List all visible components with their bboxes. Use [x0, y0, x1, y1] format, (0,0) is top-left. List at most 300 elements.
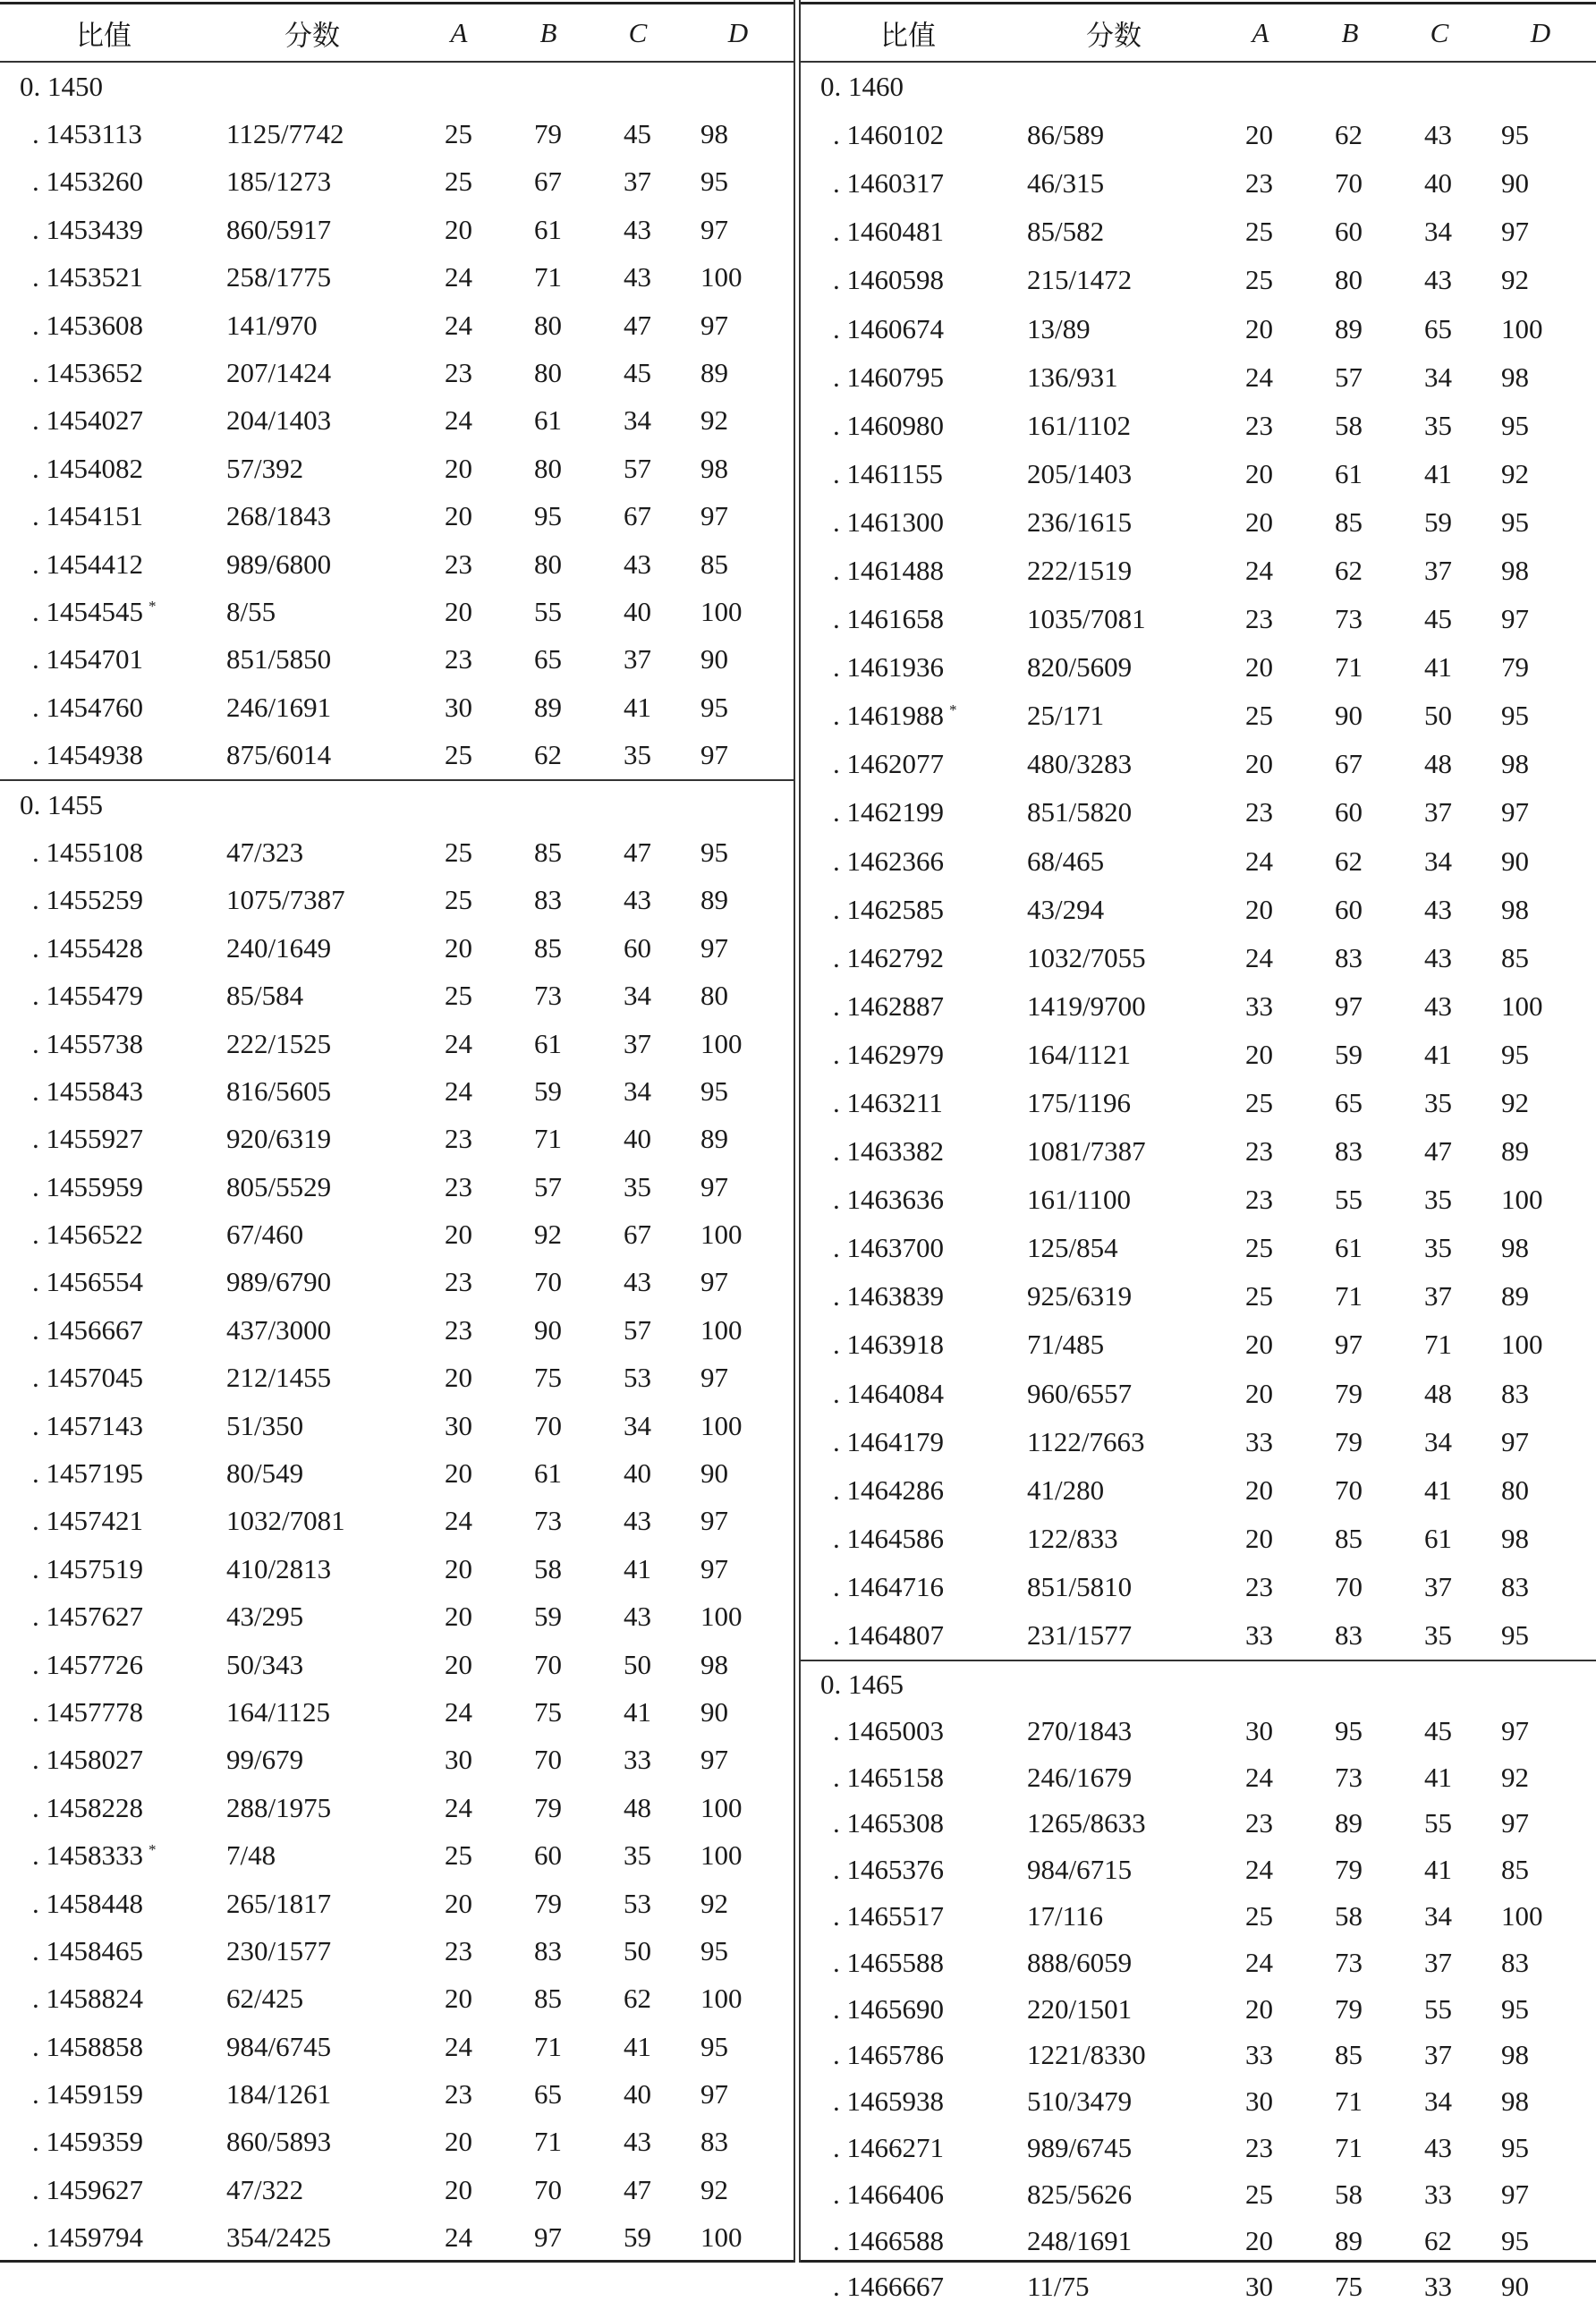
c-cell	[1424, 1900, 1452, 1932]
fraction-cell	[1027, 1378, 1132, 1410]
a-cell	[1245, 651, 1273, 684]
b-cell	[534, 1219, 562, 1251]
d-value: 97	[1501, 1425, 1529, 1457]
d-value: 95	[700, 166, 728, 198]
a-cell	[1245, 1762, 1273, 1794]
d-value: 85	[1501, 941, 1529, 973]
a-value: 23	[1245, 603, 1273, 635]
a-value: 24	[445, 2030, 472, 2062]
ratio-cell	[833, 1715, 944, 1747]
fraction-value: 47/323	[226, 836, 304, 868]
b-cell	[534, 1744, 562, 1776]
ratio-value: . 1459159	[32, 2078, 143, 2110]
c-cell	[624, 2126, 651, 2158]
b-value: 65	[1335, 1087, 1363, 1119]
a-value: 20	[1245, 505, 1273, 538]
d-cell	[1501, 1762, 1529, 1794]
c-value: 33	[624, 1744, 651, 1776]
d-value: 100	[1501, 989, 1543, 1022]
ratio-cell	[32, 166, 143, 198]
header-d: D	[727, 16, 749, 48]
b-cell	[1335, 1715, 1363, 1747]
a-value: 33	[1245, 1425, 1273, 1457]
fraction-cell	[1027, 264, 1132, 296]
ratio-value: . 1454760	[32, 691, 143, 723]
ratio-cell	[833, 410, 944, 442]
b-value: 61	[1335, 1232, 1363, 1264]
d-cell	[700, 500, 728, 532]
c-value: 43	[1424, 119, 1452, 151]
d-cell	[700, 1028, 743, 1060]
table-row	[0, 397, 794, 445]
c-value: 45	[624, 357, 651, 389]
table-row	[801, 643, 1596, 692]
d-value: 89	[700, 884, 728, 916]
fraction-value: 1032/7081	[226, 1505, 345, 1537]
a-value: 24	[445, 1074, 472, 1107]
fraction-cell	[1027, 796, 1132, 828]
b-cell	[534, 1075, 562, 1108]
a-value: 20	[1245, 748, 1273, 780]
ratio-value: . 1462887	[833, 989, 944, 1022]
c-value: 35	[624, 1170, 651, 1202]
fraction-value: 1221/8330	[1027, 2039, 1146, 2071]
b-cell	[1335, 990, 1363, 1023]
a-cell	[445, 1983, 472, 2015]
c-cell	[1424, 361, 1452, 394]
d-value: 97	[700, 1552, 728, 1584]
a-cell	[1245, 1807, 1273, 1839]
a-value: 23	[1245, 1184, 1273, 1216]
fraction-value: 43/295	[226, 1601, 304, 1633]
c-value: 41	[624, 1552, 651, 1584]
table-row	[0, 1688, 794, 1736]
c-cell	[1424, 651, 1452, 684]
a-value: 25	[445, 884, 472, 916]
c-cell	[1424, 2271, 1452, 2303]
fraction-value: 805/5529	[226, 1170, 332, 1202]
d-cell	[700, 1935, 728, 1967]
ratio-value: . 1458027	[32, 1744, 143, 1776]
fraction-value: 215/1472	[1027, 264, 1133, 296]
a-cell	[1245, 1039, 1273, 1071]
a-value: 25	[1245, 216, 1273, 248]
a-value: 33	[1245, 1619, 1273, 1652]
c-cell	[624, 1171, 651, 1203]
fraction-cell	[226, 1410, 303, 1442]
ratio-value: . 1466271	[833, 2131, 944, 2163]
ratio-value: . 1456667	[32, 1313, 143, 1346]
c-cell	[624, 1696, 651, 1728]
c-value: 41	[624, 2030, 651, 2062]
c-cell	[1424, 942, 1452, 974]
a-value: 23	[1245, 409, 1273, 441]
ratio-cell	[833, 1807, 944, 1839]
d-cell	[700, 1983, 743, 2015]
table-body	[801, 63, 1596, 2310]
header-d: D	[1530, 16, 1551, 48]
c-value: 34	[1424, 1425, 1452, 1457]
a-value: 20	[1245, 1473, 1273, 1506]
c-value: 35	[1424, 1232, 1452, 1264]
a-cell	[1245, 845, 1273, 878]
b-value: 80	[534, 452, 562, 484]
d-cell	[1501, 216, 1529, 248]
b-cell	[1335, 748, 1363, 780]
fraction-value: 236/1615	[1027, 505, 1133, 538]
fraction-cell	[226, 2126, 331, 2158]
b-value: 75	[534, 1695, 562, 1728]
a-cell	[445, 1649, 472, 1681]
c-cell	[1424, 1715, 1452, 1747]
ratio-value: . 1453260	[32, 166, 143, 198]
b-value: 73	[534, 980, 562, 1012]
b-cell	[534, 1457, 562, 1490]
d-value: 85	[700, 548, 728, 580]
d-cell	[700, 166, 728, 198]
d-value: 89	[700, 357, 728, 389]
ratio-value: . 1453608	[32, 309, 143, 341]
a-value: 24	[1245, 554, 1273, 586]
ratio-value: . 1454027	[32, 404, 143, 437]
c-cell	[624, 1935, 651, 1967]
table-row	[801, 595, 1596, 643]
fraction-cell	[226, 1553, 331, 1585]
d-cell	[1501, 1715, 1529, 1747]
c-value: 43	[624, 2126, 651, 2158]
c-cell	[624, 118, 651, 150]
c-value: 40	[624, 1457, 651, 1490]
fraction-cell	[226, 1123, 331, 1155]
fraction-value: 825/5626	[1027, 2178, 1133, 2210]
fraction-cell	[226, 692, 331, 724]
b-value: 79	[534, 1791, 562, 1823]
b-cell	[1335, 1993, 1363, 2025]
d-value: 83	[1501, 1946, 1529, 1978]
ratio-cell	[32, 1410, 143, 1442]
asterisk-mark: *	[949, 701, 957, 718]
b-value: 85	[534, 1983, 562, 2015]
d-value: 95	[1501, 2224, 1529, 2256]
a-value: 20	[445, 1648, 472, 1680]
a-cell	[445, 692, 472, 724]
c-value: 41	[1424, 1761, 1452, 1793]
b-cell	[1335, 2132, 1363, 2164]
table-row	[0, 540, 794, 588]
b-value: 79	[534, 1887, 562, 1919]
ratio-cell	[32, 1696, 143, 1728]
b-value: 57	[534, 1170, 562, 1202]
table-row	[801, 2218, 1596, 2264]
d-value: 97	[1501, 1714, 1529, 1746]
a-cell	[445, 261, 472, 293]
fraction-value: 161/1102	[1027, 409, 1131, 441]
a-value: 23	[445, 1170, 472, 1202]
fraction-value: 207/1424	[226, 357, 332, 389]
ratio-value: . 1462792	[833, 941, 944, 973]
a-cell	[445, 2126, 472, 2158]
b-cell	[534, 1649, 562, 1681]
table-row	[801, 450, 1596, 498]
ratio-cell	[833, 313, 944, 345]
fraction-value: 1265/8633	[1027, 1807, 1146, 1839]
ratio-value: . 1455738	[32, 1027, 143, 1059]
fraction-cell	[1027, 1762, 1132, 1794]
a-cell	[445, 2078, 472, 2110]
a-value: 20	[445, 2126, 472, 2158]
ratio-value: . 1455108	[32, 836, 143, 868]
a-cell	[445, 310, 472, 342]
b-value: 71	[534, 2126, 562, 2158]
b-cell	[1335, 1854, 1363, 1886]
fraction-value: 989/6800	[226, 548, 332, 580]
a-value: 24	[1245, 1946, 1273, 1978]
a-cell	[445, 548, 472, 581]
a-value: 20	[445, 2173, 472, 2205]
b-cell	[1335, 1135, 1363, 1168]
a-cell	[1245, 1378, 1273, 1410]
c-cell	[1424, 1280, 1452, 1312]
b-value: 70	[534, 1266, 562, 1298]
ratio-cell	[833, 264, 944, 296]
c-cell	[624, 2078, 651, 2110]
c-cell	[624, 2031, 651, 2063]
fraction-cell	[226, 1696, 330, 1728]
c-value: 35	[624, 1839, 651, 1872]
d-value: 95	[700, 1934, 728, 1966]
c-value: 37	[624, 643, 651, 675]
c-cell	[1424, 1474, 1452, 1507]
a-value: 24	[445, 1505, 472, 1537]
d-cell	[1501, 1993, 1529, 2025]
c-cell	[624, 1219, 651, 1251]
fraction-cell	[1027, 506, 1132, 539]
table-row	[801, 1611, 1596, 1660]
c-value: 34	[624, 1409, 651, 1441]
d-cell	[700, 884, 728, 916]
a-value: 25	[1245, 264, 1273, 296]
ratio-cell	[833, 894, 944, 926]
c-cell	[1424, 1232, 1452, 1264]
ratio-value: . 1464716	[833, 1570, 944, 1602]
table-row	[0, 110, 794, 157]
d-cell	[700, 837, 728, 869]
b-value: 55	[534, 595, 562, 627]
ratio-cell	[32, 643, 143, 675]
b-cell	[1335, 1762, 1363, 1794]
table-row	[0, 1449, 794, 1497]
c-cell	[624, 357, 651, 389]
a-cell	[1245, 264, 1273, 296]
fraction-cell	[1027, 555, 1132, 587]
ratio-value: . 1465786	[833, 2039, 944, 2071]
b-cell	[1335, 651, 1363, 684]
b-value: 73	[534, 1505, 562, 1537]
ratio-value: . 1457195	[32, 1457, 143, 1490]
c-value: 34	[1424, 216, 1452, 248]
d-cell	[700, 739, 728, 771]
table-row	[801, 256, 1596, 304]
a-cell	[445, 1075, 472, 1108]
ratio-value: . 1458858	[32, 2030, 143, 2062]
fraction-cell	[1027, 748, 1132, 780]
ratio-value: . 1465938	[833, 2085, 944, 2118]
ratio-value: . 1457627	[32, 1601, 143, 1633]
fraction-cell	[1027, 1619, 1132, 1652]
d-value: 89	[1501, 1135, 1529, 1168]
table-row	[0, 1784, 794, 1831]
ratio-cell	[833, 216, 944, 248]
fraction-value: 925/6319	[1027, 1280, 1133, 1312]
d-value: 98	[700, 1648, 728, 1680]
d-value: 97	[700, 1744, 728, 1776]
fraction-cell	[1027, 2039, 1146, 2071]
a-value: 25	[445, 980, 472, 1012]
table-row	[0, 2023, 794, 2070]
d-value: 97	[1501, 216, 1529, 248]
fraction-value: 47/322	[226, 2173, 304, 2205]
fraction-value: 984/6715	[1027, 1854, 1133, 1886]
d-value: 92	[1501, 457, 1529, 489]
a-cell	[1245, 361, 1273, 394]
ratio-value: . 1457421	[32, 1505, 143, 1537]
d-value: 100	[1501, 1899, 1543, 1932]
header-b: B	[1341, 16, 1359, 48]
a-value: 20	[1245, 1038, 1273, 1070]
c-value: 35	[624, 739, 651, 771]
fraction-cell	[1027, 1523, 1118, 1555]
b-cell	[534, 1505, 562, 1537]
c-cell	[1424, 1854, 1452, 1886]
table-row	[0, 1402, 794, 1449]
fraction-cell	[1027, 1854, 1132, 1886]
fraction-cell	[1027, 1807, 1146, 1839]
c-value: 43	[1424, 893, 1452, 925]
table-row	[0, 1545, 794, 1592]
fraction-cell	[1027, 2225, 1132, 2257]
header-fraction: 分数	[284, 20, 340, 51]
fraction-cell	[1027, 845, 1104, 878]
fraction-cell	[1027, 894, 1104, 926]
ratio-value: . 1455259	[32, 884, 143, 916]
fraction-cell	[226, 1983, 303, 2015]
c-value: 34	[1424, 361, 1452, 393]
table-row	[0, 1880, 794, 1927]
ratio-cell	[32, 310, 143, 342]
c-value: 48	[624, 1791, 651, 1823]
fraction-cell	[1027, 119, 1104, 151]
d-cell	[1501, 1474, 1529, 1507]
d-value: 100	[700, 1313, 743, 1346]
d-value: 100	[1501, 1329, 1543, 1361]
c-cell	[624, 500, 651, 532]
ratio-cell	[833, 2039, 944, 2071]
b-cell	[1335, 2271, 1363, 2303]
fraction-value: 175/1196	[1027, 1087, 1131, 1119]
b-cell	[1335, 700, 1363, 732]
ratio-value: . 1463382	[833, 1135, 944, 1168]
b-value: 89	[534, 691, 562, 723]
table-row	[0, 2070, 794, 2118]
ratio-value: . 1455843	[32, 1074, 143, 1107]
c-cell	[624, 884, 651, 916]
fraction-cell	[226, 1505, 345, 1537]
ratio-value: . 1456522	[32, 1219, 143, 1251]
b-value: 62	[1335, 554, 1363, 586]
c-cell	[1424, 1378, 1452, 1410]
b-cell	[1335, 894, 1363, 926]
fraction-cell	[1027, 651, 1132, 684]
fraction-cell	[226, 118, 344, 150]
ratio-value: . 1460980	[833, 409, 944, 441]
c-cell	[624, 2174, 651, 2206]
table-row	[801, 788, 1596, 837]
a-cell	[445, 932, 472, 964]
d-value: 97	[700, 213, 728, 245]
c-value: 40	[1424, 167, 1452, 200]
a-cell	[445, 1888, 472, 1920]
table-row	[0, 1641, 794, 1688]
fraction-value: 25/171	[1027, 700, 1105, 732]
fraction-value: 205/1403	[1027, 457, 1133, 489]
ratio-cell	[833, 1993, 944, 2025]
b-cell	[534, 1935, 562, 1967]
c-cell	[624, 1362, 651, 1394]
a-value: 25	[1245, 1087, 1273, 1119]
table-row	[801, 2032, 1596, 2078]
table-row	[0, 1116, 794, 1163]
c-value: 43	[1424, 264, 1452, 296]
c-value: 55	[1424, 1992, 1452, 2025]
table-row	[801, 1466, 1596, 1515]
ratio-cell	[32, 1553, 143, 1585]
fraction-value: 1419/9700	[1027, 989, 1146, 1022]
c-cell	[624, 932, 651, 964]
table-row	[0, 636, 794, 684]
table-row	[801, 1893, 1596, 1940]
a-value: 20	[1245, 312, 1273, 344]
d-cell	[1501, 990, 1543, 1023]
ratio-cell	[32, 1505, 143, 1537]
header-ratio: 比值	[76, 20, 132, 51]
d-cell	[1501, 1571, 1529, 1603]
d-value: 89	[1501, 1280, 1529, 1312]
a-cell	[1245, 990, 1273, 1023]
a-value: 24	[445, 261, 472, 293]
bottom-rule	[801, 2260, 1596, 2263]
table-row	[801, 1708, 1596, 1754]
fraction-cell	[226, 261, 331, 293]
ratio-value: . 1465158	[833, 1761, 944, 1793]
c-value: 33	[1424, 2178, 1452, 2210]
c-value: 53	[624, 1887, 651, 1919]
fraction-cell	[1027, 1571, 1132, 1603]
c-cell	[624, 1075, 651, 1108]
b-cell	[1335, 1474, 1363, 1507]
d-value: 95	[1501, 409, 1529, 441]
right-table	[799, 0, 1596, 2303]
a-value: 20	[445, 1362, 472, 1394]
c-cell	[1424, 1184, 1452, 1216]
d-value: 100	[700, 1791, 743, 1823]
c-cell	[1424, 2039, 1452, 2071]
ratio-value: . 1460674	[833, 312, 944, 344]
d-value: 97	[700, 931, 728, 964]
b-value: 83	[1335, 941, 1363, 973]
c-cell	[1424, 410, 1452, 442]
c-cell	[1424, 894, 1452, 926]
fraction-value: 99/679	[226, 1744, 304, 1776]
